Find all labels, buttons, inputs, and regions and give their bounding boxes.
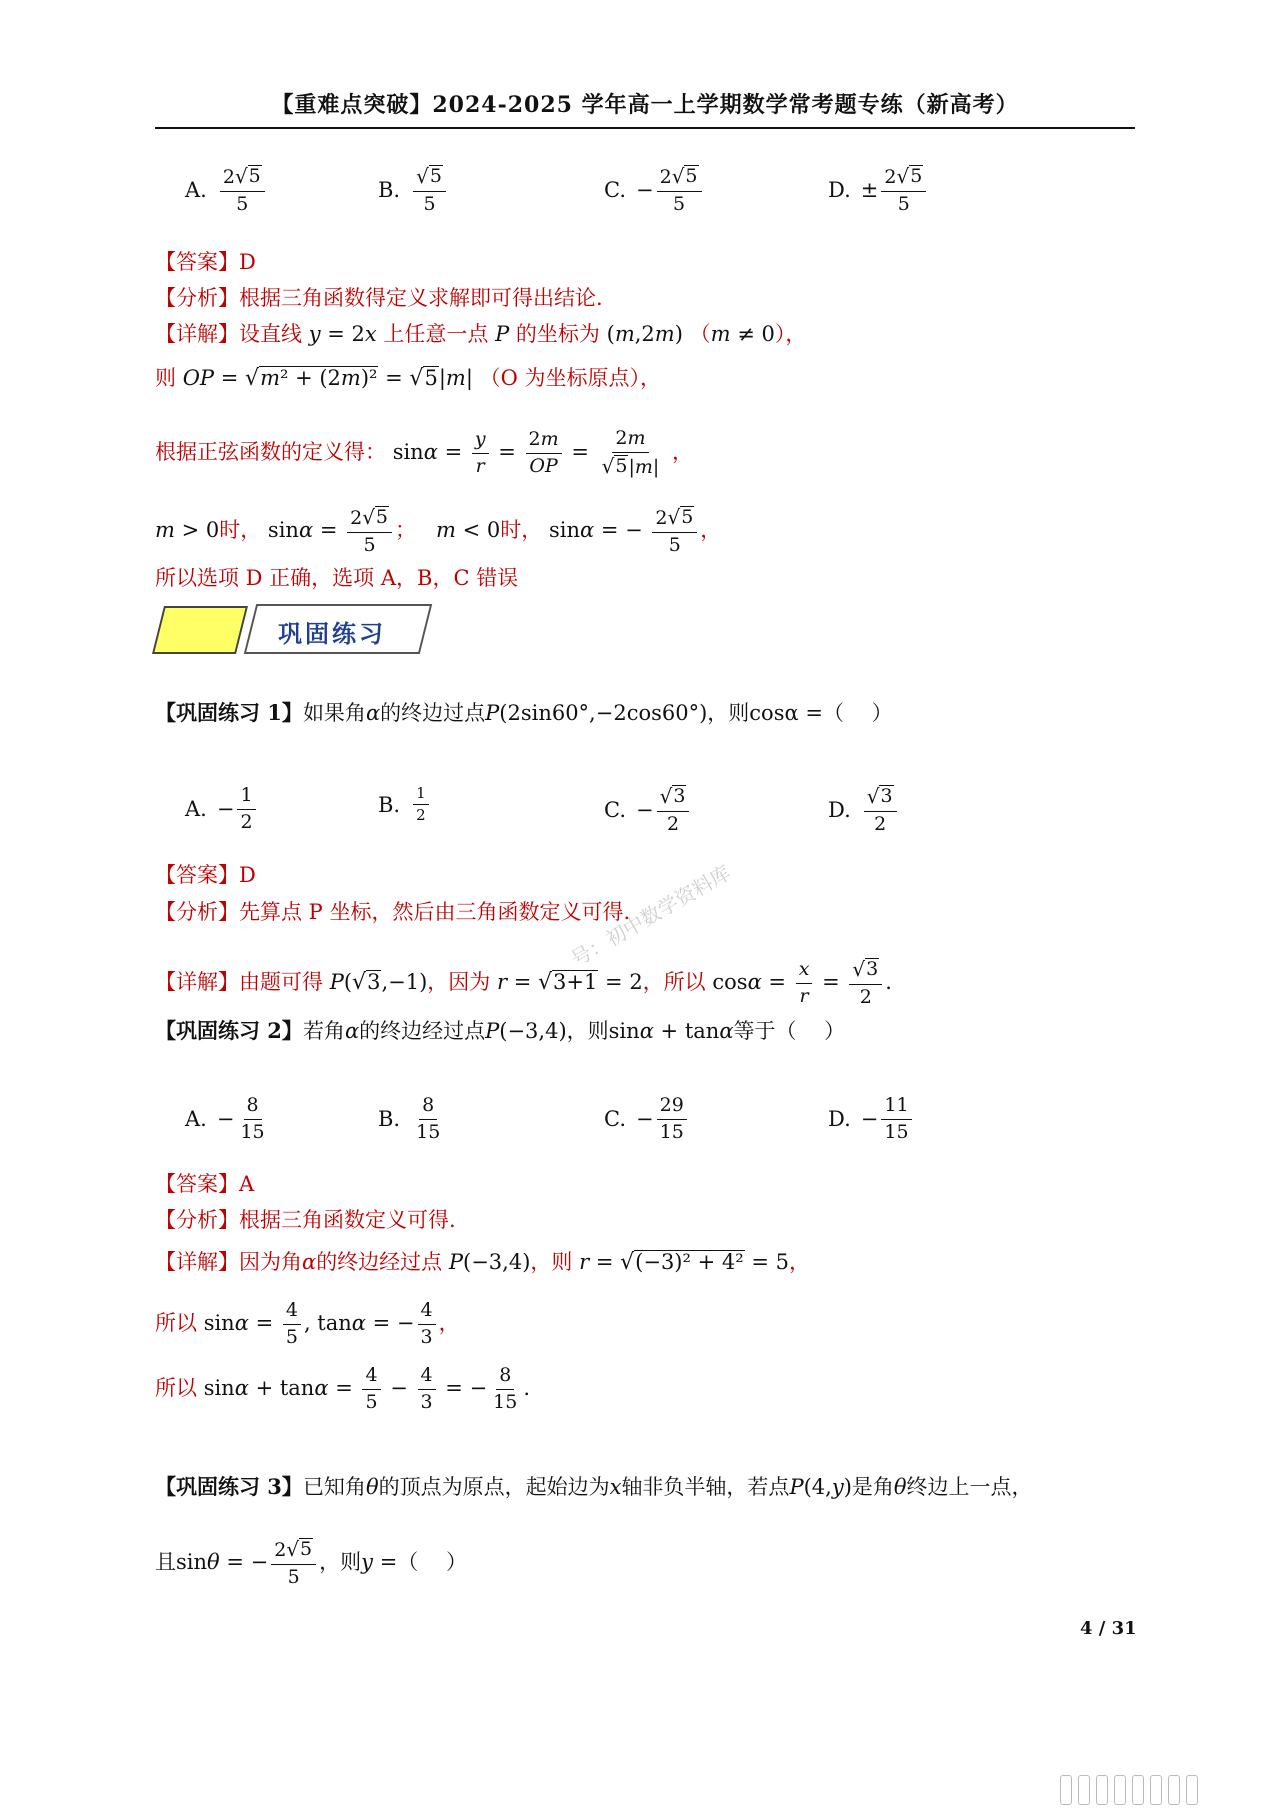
q2-stem: 【巩固练习 2】若角α的终边经过点P(−3,4)，则sinα + tanα等于（ ） [155, 1018, 846, 1043]
prev-answer: 【答案】D [155, 250, 256, 274]
prev-detail-op: 则 OP = √ m² + (2m)² = √ 5 |m| （O 为坐标原点）， [155, 366, 662, 392]
page-header: 【重难点突破】2024-2025 学年高一上学期数学常考题专练（新高考） [271, 92, 1019, 118]
q2-detail-values: 所以 sinα = $\frac{4}{5}$ , tanα = − $\frac{4}{3}$ ， [155, 1299, 460, 1348]
header-rule [155, 127, 1135, 129]
watermark: 号：初中数学资料库 [566, 860, 735, 972]
page-number: 4 / 31 [1080, 1618, 1137, 1639]
q1-option-c: C. − √ 3 2 [604, 785, 692, 836]
q1-option-a: A. − $\frac{1}{2}$ [185, 785, 259, 834]
q2-detail-sum: 所以 sinα + tanα = $\frac{4}{5}$ − $\frac{4}{3}$ = − $\frac{8}{15}$ . [155, 1364, 531, 1413]
q1-detail: 【详解】由题可得 P( √ 3 ,−1)，因为 r = √ 3+1 = 2，所以 cosα = $\frac{x}{r}$ = √ 3 2 . [155, 956, 892, 1008]
q2-analysis: 【分析】根据三角函数定义可得. [155, 1208, 456, 1232]
q2-option-d: D. − $\frac{11}{15}$ [828, 1095, 915, 1144]
banner-yellow-block [152, 606, 248, 654]
q1-stem: 【巩固练习 1】如果角α的终边过点P(2sin60°,−2cos60°)，则cosα =（ ） [155, 700, 893, 725]
q1-answer: 【答案】D [155, 863, 256, 887]
prev-conclusion: 所以选项 D 正确，选项 A，B，C 错误 [155, 566, 519, 590]
prev-detail-cases: m > 0时， sinα = 2 √ 5 5 ； m < 0时， sinα = − 2 √ 5 5 ， [155, 504, 722, 556]
prev-option-a: A. 2 √ 5 5 [185, 165, 268, 216]
q1-option-b: B. $\frac{1}{2}$ [378, 785, 432, 825]
q2-option-b: B. $\frac{8}{15}$ [378, 1094, 441, 1143]
q2-answer: 【答案】A [155, 1172, 255, 1196]
banner-title: 巩固练习 [278, 619, 386, 648]
section-banner [158, 604, 428, 654]
prev-detail: 【详解】设直线 y = 2x 上任意一点 P 的坐标为 (m,2m) （m ≠ 0）， [155, 322, 807, 346]
q3-stem-line2: 且sinθ = − 2 √ 5 5 ，则y =（ ） [155, 1536, 467, 1588]
prev-option-d: D. ± 2 √ 5 5 [828, 165, 929, 216]
q2-option-c: C. − $\frac{29}{15}$ [604, 1095, 690, 1144]
prev-detail-sine: 根据正弦函数的定义得： sinα = $\frac{y}{r}$ = $\frac{2m}{OP}$ = 2m √ 5 |m| ， [155, 427, 693, 478]
q2-detail: 【详解】因为角α的终边经过点 P(−3,4)，则 r = √ (−3)² + 4² = 5， [155, 1250, 810, 1276]
q3-stem: 【巩固练习 3】已知角θ的顶点为原点，起始边为x轴非负半轴，若点P(4,y)是角θ终边上一点， [155, 1474, 1033, 1499]
q1-analysis: 【分析】先算点 P 坐标，然后由三角函数定义可得. [155, 900, 631, 924]
prev-option-b: B. √ 5 5 [378, 165, 449, 216]
q2-option-a: A. − $\frac{8}{15}$ [185, 1094, 265, 1143]
prev-option-c: C. − 2 √ 5 5 [604, 165, 705, 216]
bottom-scroll-indicator [1060, 1775, 1260, 1805]
q1-option-d: D. √ 3 2 [828, 785, 900, 836]
prev-analysis: 【分析】根据三角函数得定义求解即可得出结论. [155, 286, 603, 310]
